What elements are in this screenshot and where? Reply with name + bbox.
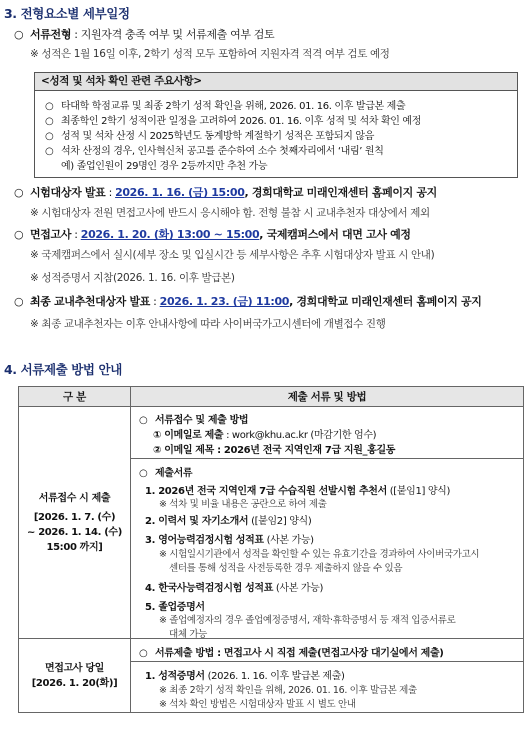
grade-notice-item: ○ 타대학 학점교류 및 최종 2학기 성적 확인을 위해, 2026. 01. 16. 이후 발급본 제출 — [45, 101, 406, 112]
interview-note-1: ※ 국제캠퍼스에서 실시(세부 장소 및 입실시간 등 세부사항은 추후 시험대상자 발표 시 안내) — [30, 249, 435, 261]
section3-title: 3. 전형요소별 세부일정 — [4, 6, 130, 21]
circle-bullet-icon: ○ — [45, 131, 54, 142]
row2-content-cell — [131, 639, 524, 713]
method-title: ○ 서류접수 및 제출 방법 — [139, 415, 249, 426]
circle-bullet-icon: ○ — [45, 116, 54, 127]
email-line: ① 이메일로 제출 : work@khu.ac.kr (마감기한 엄수) — [153, 430, 377, 441]
circle-bullet-icon: ○ — [139, 468, 148, 479]
doc-item-3-note-2: 센터를 통해 성적을 사전등록한 경우 제출하지 않을 수 있음 — [169, 563, 403, 574]
circle-bullet-icon: ○ — [14, 295, 24, 308]
announce-row: ○ 시험대상자 발표 : 2026. 1. 16. (금) 15:00, 경희대학교 미래인재센터 홈페이지 공지 — [14, 186, 437, 199]
circle-bullet-icon: ○ — [139, 415, 148, 426]
row1-label: 서류접수 시 제출 — [38, 492, 111, 504]
doc-item-3: 3. 영어능력검정시험 성적표 (사본 가능) — [145, 535, 314, 546]
announce-date: 2026. 1. 16. (금) 15:00 — [115, 186, 245, 199]
row1-content-cell — [131, 407, 524, 639]
doc-item-5: 5. 졸업증명서 — [145, 602, 205, 613]
circle-bullet-icon: ○ — [14, 228, 24, 241]
table-row — [19, 639, 524, 713]
grade-notice-item-cont: 예) 졸업인원이 29명인 경우 2등까지만 추천 가능 — [61, 161, 268, 172]
table-row — [19, 407, 524, 639]
row2-doc-1: 1. 성적증명서 (2026. 1. 16. 이후 발급본 제출) — [145, 671, 345, 682]
final-note: ※ 최종 교내추천자는 이후 안내사항에 따라 사이버국가고시센터에 개별접수 진행 — [30, 318, 386, 330]
section4-title: 4. 서류제출 방법 안내 — [4, 362, 122, 377]
grade-notice-item: ○ 성적 및 석차 산정 시 2025학년도 동계방학 계절학기 성적은 포함되지 않음 — [45, 131, 375, 142]
doc-item-5-note-1: ※ 졸업예정자의 경우 졸업예정증명서, 재학·휴학증명서 등 재적 입증서류로 — [159, 615, 456, 626]
grade-notice-item: ○ 최종학인 2학기 성적이관 일정을 고려하여 2026. 01. 16. 이후 성적 및 석차 확인 예정 — [45, 116, 422, 127]
table-header-row — [19, 387, 524, 407]
cell-divider — [131, 458, 523, 459]
interview-note-2: ※ 성적증명서 지참(2026. 1. 16. 이후 발급본) — [30, 272, 235, 284]
doc-screening-note: ※ 성적은 1월 16일 이후, 2학기 성적 모두 포함하여 지원자격 적격 여부 검토 예정 — [30, 48, 390, 60]
subject-line: ② 이메일 제목 : 2026년 전국 지역인재 7급 지원_홍길동 — [153, 445, 396, 456]
doc-item-3-note-1: ※ 시험일시기관에서 성적을 확인할 수 있는 유효기간을 경과하여 사이버국가고시 — [159, 549, 480, 560]
row2-note-1: ※ 최종 2학기 성적 확인을 위해, 2026. 01. 16. 이후 발급본 제출 — [159, 685, 417, 696]
announce-note: ※ 시험대상자 전원 면접고사에 반드시 응시해야 함. 전형 불참 시 교내추천자 대상에서 제외 — [30, 207, 430, 219]
doc-item-2: 2. 이력서 및 자기소개서 ([붙임2] 양식) — [145, 516, 312, 527]
circle-bullet-icon: ○ — [14, 28, 24, 41]
doc-item-1: 1. 2026년 전국 지역인재 7급 수습직원 선발시험 추천서 ([붙임1] 양식) — [145, 486, 451, 497]
doc-item-5-note-2: 대체 가능 — [169, 629, 207, 640]
row2-label-cell: 면접고사 당일 [2026. 1. 20(화)] — [19, 639, 131, 713]
final-row: ○ 최종 교내추천대상자 발표 : 2026. 1. 23. (금) 11:00, 경희대학교 미래인재센터 홈페이지 공지 — [14, 295, 482, 308]
grade-notice-box — [34, 72, 518, 178]
doc-item-4: 4. 한국사능력검정시험 성적표 (사본 가능) — [145, 583, 324, 594]
row2-note-2: ※ 석차 확인 방법은 시험대상자 발표 시 별도 안내 — [159, 699, 356, 710]
circle-bullet-icon: ○ — [45, 101, 54, 112]
docs-title: ○ 제출서류 — [139, 468, 193, 479]
row2-method: ○ 서류제출 방법 : 면접고사 시 직접 제출(면접고사장 대기실에서 제출) — [139, 648, 444, 659]
row2-label: 면접고사 당일 — [45, 662, 104, 674]
circle-bullet-icon: ○ — [139, 648, 148, 659]
row1-label-cell: 서류접수 시 제출 [2026. 1. 7. (수) ~ 2026. 1. 14. (수) 15:00 까지] — [19, 407, 131, 639]
table-header-docs: 제출 서류 및 방법 — [131, 387, 524, 407]
interview-date: 2026. 1. 20. (화) 13:00 ~ 15:00 — [80, 228, 260, 241]
doc-item-1-note: ※ 석차 및 비율 내용은 공란으로 하여 제출 — [159, 499, 327, 510]
interview-row: ○ 면접고사 : 2026. 1. 20. (화) 13:00 ~ 15:00, 국제캠퍼스에서 대면 고사 예정 — [14, 228, 411, 241]
circle-bullet-icon: ○ — [45, 146, 54, 157]
circle-bullet-icon: ○ — [14, 186, 24, 199]
table-header-category: 구 분 — [19, 387, 131, 407]
cell-divider — [131, 661, 523, 662]
final-date: 2026. 1. 23. (금) 11:00 — [159, 295, 290, 308]
doc-screening: ○ 서류전형 : 지원자격 충족 여부 및 서류제출 여부 검토 — [14, 28, 275, 41]
grade-notice-item: ○ 석차 산정의 경우, 인사혁신처 공고를 준수하여 소수 첫째자리에서 ‘내림’ 원칙 — [45, 146, 384, 157]
submission-table — [18, 386, 524, 713]
grade-notice-title: <성적 및 석차 확인 관련 주요사항> — [35, 73, 517, 91]
